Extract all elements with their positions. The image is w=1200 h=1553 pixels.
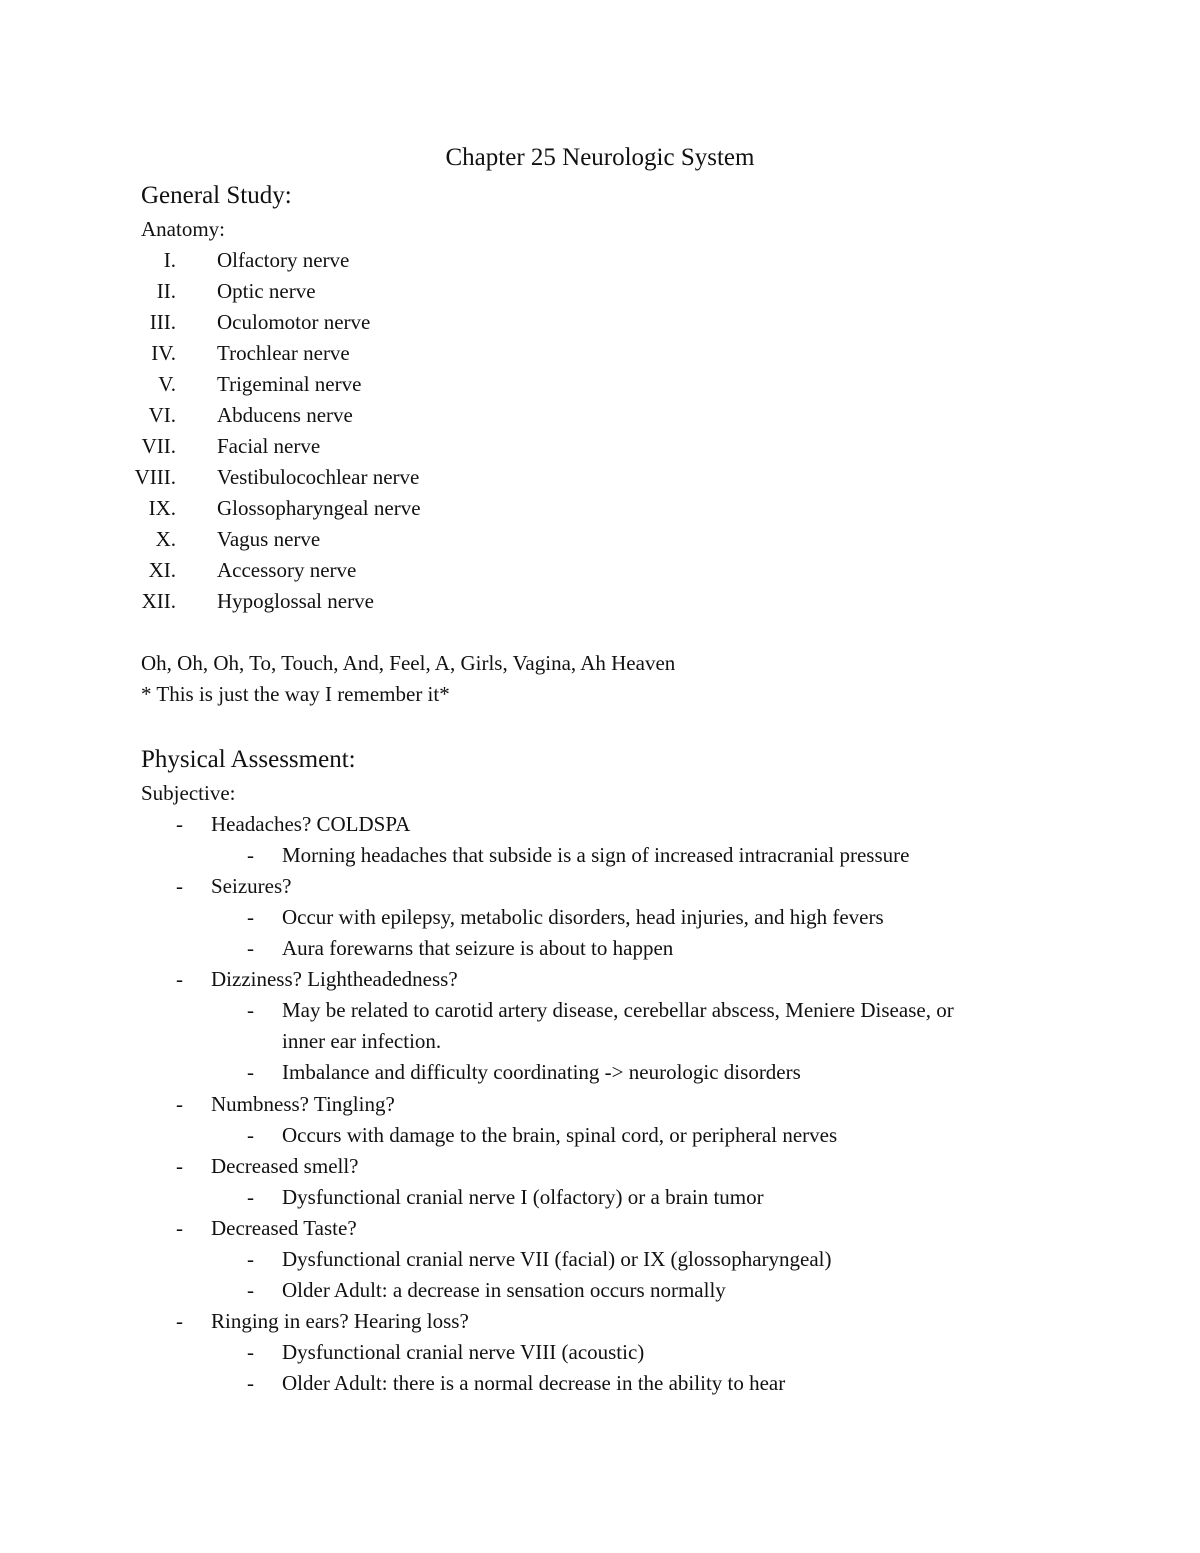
list-item: Seizures?: [211, 874, 292, 898]
list-dash: -: [247, 1371, 254, 1395]
nerve-numeral: XI.: [148, 558, 176, 582]
nerve-numeral: IX.: [148, 496, 176, 520]
list-item: Numbness? Tingling?: [211, 1092, 395, 1116]
list-dash: -: [247, 998, 254, 1022]
nerve-name: Accessory nerve: [217, 558, 357, 582]
nerve-numeral: VI.: [148, 403, 176, 427]
list-dash: -: [176, 812, 183, 836]
nerve-name: Facial nerve: [217, 434, 321, 458]
list-item: Headaches? COLDSPA: [211, 812, 411, 836]
list-dash: -: [247, 1340, 254, 1364]
sub-list-item: May be related to carotid artery disease, cerebellar abscess, Meniere Disease, or: [282, 998, 954, 1022]
nerve-numeral: VIII.: [134, 465, 176, 489]
mnemonic-text: Oh, Oh, Oh, To, Touch, And, Feel, A, Girls, Vagina, Ah Heaven: [141, 651, 676, 675]
nerve-numeral: XII.: [141, 589, 176, 613]
nerve-name: Olfactory nerve: [217, 248, 350, 272]
sub-list-item: Occur with epilepsy, metabolic disorders, head injuries, and high fevers: [282, 905, 884, 929]
section-heading-physical-assessment: Physical Assessment:: [141, 746, 356, 773]
sub-list-item: Dysfunctional cranial nerve I (olfactory) or a brain tumor: [282, 1185, 764, 1209]
list-dash: -: [176, 1309, 183, 1333]
list-dash: -: [247, 936, 254, 960]
sub-list-item: Aura forewarns that seizure is about to happen: [282, 936, 674, 960]
sub-list-item-continuation: inner ear infection.: [282, 1029, 442, 1053]
subheading-anatomy: Anatomy:: [141, 217, 225, 241]
list-dash: -: [247, 1123, 254, 1147]
nerve-name: Trochlear nerve: [217, 341, 350, 365]
sub-list-item: Imbalance and difficulty coordinating -> neurologic disorders: [282, 1060, 801, 1084]
nerve-name: Optic nerve: [217, 279, 316, 303]
nerve-numeral: IV.: [151, 341, 176, 365]
list-item: Decreased Taste?: [211, 1216, 357, 1240]
list-dash: -: [176, 874, 183, 898]
nerve-numeral: II.: [156, 279, 176, 303]
sub-list-item: Older Adult: a decrease in sensation occurs normally: [282, 1278, 726, 1302]
list-dash: -: [247, 1278, 254, 1302]
list-dash: -: [176, 967, 183, 991]
list-dash: -: [247, 905, 254, 929]
subheading-subjective: Subjective:: [141, 781, 236, 805]
sub-list-item: Occurs with damage to the brain, spinal cord, or peripheral nerves: [282, 1123, 838, 1147]
nerve-name: Trigeminal nerve: [217, 372, 362, 396]
sub-list-item: Dysfunctional cranial nerve VIII (acoustic): [282, 1340, 645, 1364]
list-dash: -: [176, 1092, 183, 1116]
nerve-name: Vagus nerve: [217, 527, 321, 551]
list-item: Ringing in ears? Hearing loss?: [211, 1309, 469, 1333]
sub-list-item: Older Adult: there is a normal decrease in the ability to hear: [282, 1371, 786, 1395]
sub-list-item: Morning headaches that subside is a sign of increased intracranial pressure: [282, 843, 910, 867]
list-dash: -: [247, 1247, 254, 1271]
nerve-numeral: V.: [158, 372, 176, 396]
nerve-numeral: I.: [163, 248, 176, 272]
mnemonic-note: * This is just the way I remember it*: [141, 682, 450, 706]
list-dash: -: [247, 1060, 254, 1084]
nerve-numeral: X.: [155, 527, 176, 551]
nerve-name: Oculomotor nerve: [217, 310, 371, 334]
nerve-numeral: VII.: [141, 434, 176, 458]
section-heading-general-study: General Study:: [141, 182, 292, 209]
list-item: Dizziness? Lightheadedness?: [211, 967, 458, 991]
sub-list-item: Dysfunctional cranial nerve VII (facial) or IX (glossopharyngeal): [282, 1247, 832, 1271]
nerve-name: Abducens nerve: [217, 403, 353, 427]
list-item: Decreased smell?: [211, 1154, 359, 1178]
list-dash: -: [176, 1216, 183, 1240]
list-dash: -: [247, 843, 254, 867]
nerve-name: Hypoglossal nerve: [217, 589, 374, 613]
nerve-name: Glossopharyngeal nerve: [217, 496, 421, 520]
nerve-numeral: III.: [149, 310, 176, 334]
list-dash: -: [176, 1154, 183, 1178]
list-dash: -: [247, 1185, 254, 1209]
page-title: Chapter 25 Neurologic System: [445, 144, 755, 171]
nerve-name: Vestibulocochlear nerve: [217, 465, 420, 489]
